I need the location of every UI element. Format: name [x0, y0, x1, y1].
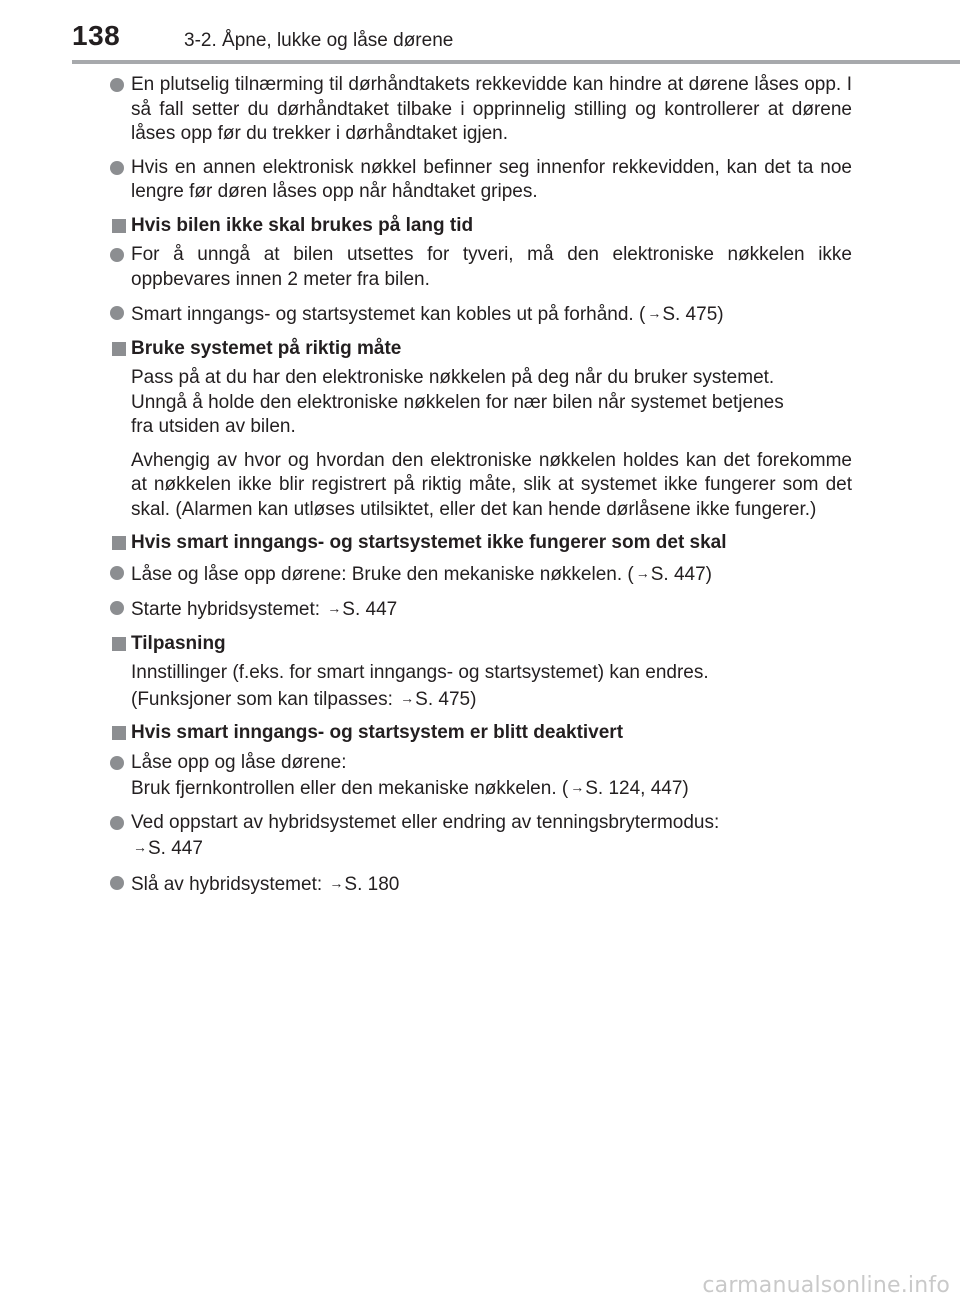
- square-bullet-icon: [112, 726, 126, 740]
- bullet-line: [131, 835, 852, 862]
- arrow-right-icon: →: [400, 689, 415, 706]
- bullet-item: [110, 243, 852, 292]
- bullet-dot-icon: [110, 161, 124, 175]
- page-reference-link[interactable]: S. 475): [662, 304, 724, 325]
- arrow-right-icon: →: [329, 874, 344, 891]
- page-number: 138: [72, 20, 121, 51]
- subsection-heading: [110, 721, 852, 746]
- square-bullet-icon: [112, 342, 126, 356]
- page-reference-link[interactable]: S. 124, 447): [585, 778, 689, 799]
- page-reference-link[interactable]: S. 475): [415, 688, 477, 710]
- arrow-right-icon: →: [635, 564, 650, 581]
- heading-text: Tilpasning: [131, 632, 226, 654]
- paragraph-line: Innstillinger (f.eks. for smart inngangs- og startsystemet) kan endres.: [131, 662, 709, 683]
- paragraph-line: fra utsiden av bilen.: [131, 416, 296, 437]
- bullet-dot-icon: [110, 78, 124, 92]
- paragraph: [110, 661, 852, 712]
- bullet-item: [110, 596, 852, 623]
- page-reference-link[interactable]: S. 180: [344, 873, 400, 895]
- bullet-text: For å unngå at bilen utsettes for tyveri, må den elektroniske nøkkelen ikke oppbevares innen 2 meter fra bilen.: [131, 244, 852, 290]
- arrow-right-icon: →: [647, 305, 662, 321]
- bullet-text-part: Smart inngangs- og startsystemet kan kobles ut på forhånd. (: [131, 304, 646, 325]
- paragraph-line: [131, 686, 852, 713]
- bullet-dot-icon: [110, 816, 124, 830]
- bullet-text-part: Låse og låse opp dørene: Bruke den mekaniske nøkkelen. (: [131, 563, 634, 585]
- bullet-item: [110, 301, 852, 328]
- arrow-right-icon: →: [570, 779, 585, 795]
- heading-text: Bruke systemet på riktig måte: [131, 337, 402, 359]
- bullet-text-part: Starte hybridsystemet:: [131, 599, 326, 620]
- heading-text: Hvis bilen ikke skal brukes på lang tid: [131, 214, 474, 236]
- subsection-heading: [110, 337, 852, 362]
- page-reference-link[interactable]: S. 447: [148, 838, 203, 859]
- paragraph-line: Unngå å holde den elektroniske nøkkelen for nær bilen når systemet betjenes: [131, 391, 784, 413]
- bullet-text: [131, 561, 852, 588]
- bullet-text: [131, 751, 852, 802]
- bullet-text: [131, 596, 852, 623]
- subsection-heading: [110, 632, 852, 657]
- bullet-line: [131, 775, 852, 802]
- bullet-item: [110, 811, 852, 862]
- square-bullet-icon: [112, 637, 126, 651]
- bullet-text: [131, 871, 852, 898]
- watermark: carmanualsonline.info: [702, 1273, 950, 1298]
- bullet-text-part: Slå av hybridsystemet:: [131, 873, 328, 895]
- bullet-text-part: Bruk fjernkontrollen eller den mekaniske nøkkelen. (: [131, 778, 569, 799]
- square-bullet-icon: [112, 536, 126, 550]
- page-header: [0, 0, 960, 60]
- paragraph-line: Pass på at du har den elektroniske nøkkelen på deg når du bruker systemet.: [131, 367, 775, 388]
- arrow-right-icon: →: [327, 600, 342, 616]
- bullet-dot-icon: [110, 876, 124, 890]
- header-rule: [72, 60, 960, 64]
- heading-text: Hvis smart inngangs- og startsystem er blitt deaktivert: [131, 722, 624, 743]
- page-reference-link[interactable]: S. 447: [342, 599, 398, 620]
- arrow-right-icon: →: [133, 839, 147, 855]
- bullet-item: [110, 871, 852, 898]
- bullet-text: En plutselig tilnærming til dørhåndtakets rekkevidde kan hindre at dørene låses opp. I så fall setter du dørhåndtaket tilbake i opprinnelig stilling og kontrollerer at dørene låses opp før du trekker i dørhåndtaket igjen.: [131, 74, 852, 144]
- subsection-heading: [110, 531, 852, 556]
- bullet-item: [110, 156, 852, 205]
- subsection-heading: [110, 214, 852, 239]
- paragraph: Avhengig av hvor og hvordan den elektroniske nøkkelen holdes kan det forekomme at nøkkelen ikke blir registrert på riktig måte, slik at systemet ikke fungerer som det skal. (Alarmen kan utløses utilsiktet, eller det kan hende dørlåsene ikke fungerer.): [131, 449, 852, 520]
- bullet-line: Låse opp og låse dørene:: [131, 751, 347, 773]
- bullet-dot-icon: [110, 306, 124, 320]
- section-title: 3-2. Åpne, lukke og låse dørene: [184, 30, 454, 51]
- bullet-item: [110, 751, 852, 802]
- bullet-item: [110, 73, 852, 147]
- bullet-dot-icon: [110, 566, 124, 580]
- heading-text: Hvis smart inngangs- og startsystemet ikke fungerer som det skal: [131, 532, 727, 553]
- page-reference-link[interactable]: S. 447): [650, 563, 712, 585]
- bullet-dot-icon: [110, 756, 124, 770]
- bullet-dot-icon: [110, 248, 124, 262]
- bullet-dot-icon: [110, 601, 124, 615]
- paragraph-text-part: (Funksjoner som kan tilpasses:: [131, 688, 399, 710]
- bullet-text: [131, 811, 852, 862]
- page-content: [110, 73, 852, 906]
- bullet-item: [110, 561, 852, 588]
- bullet-text: [131, 301, 852, 328]
- bullet-text: Hvis en annen elektronisk nøkkel befinner seg innenfor rekkevidden, kan det ta noe lengre før døren låses opp når håndtaket gripes.: [131, 156, 852, 202]
- paragraph: [110, 366, 852, 440]
- square-bullet-icon: [112, 219, 126, 233]
- bullet-line: Ved oppstart av hybridsystemet eller endring av tenningsbrytermodus:: [131, 811, 720, 833]
